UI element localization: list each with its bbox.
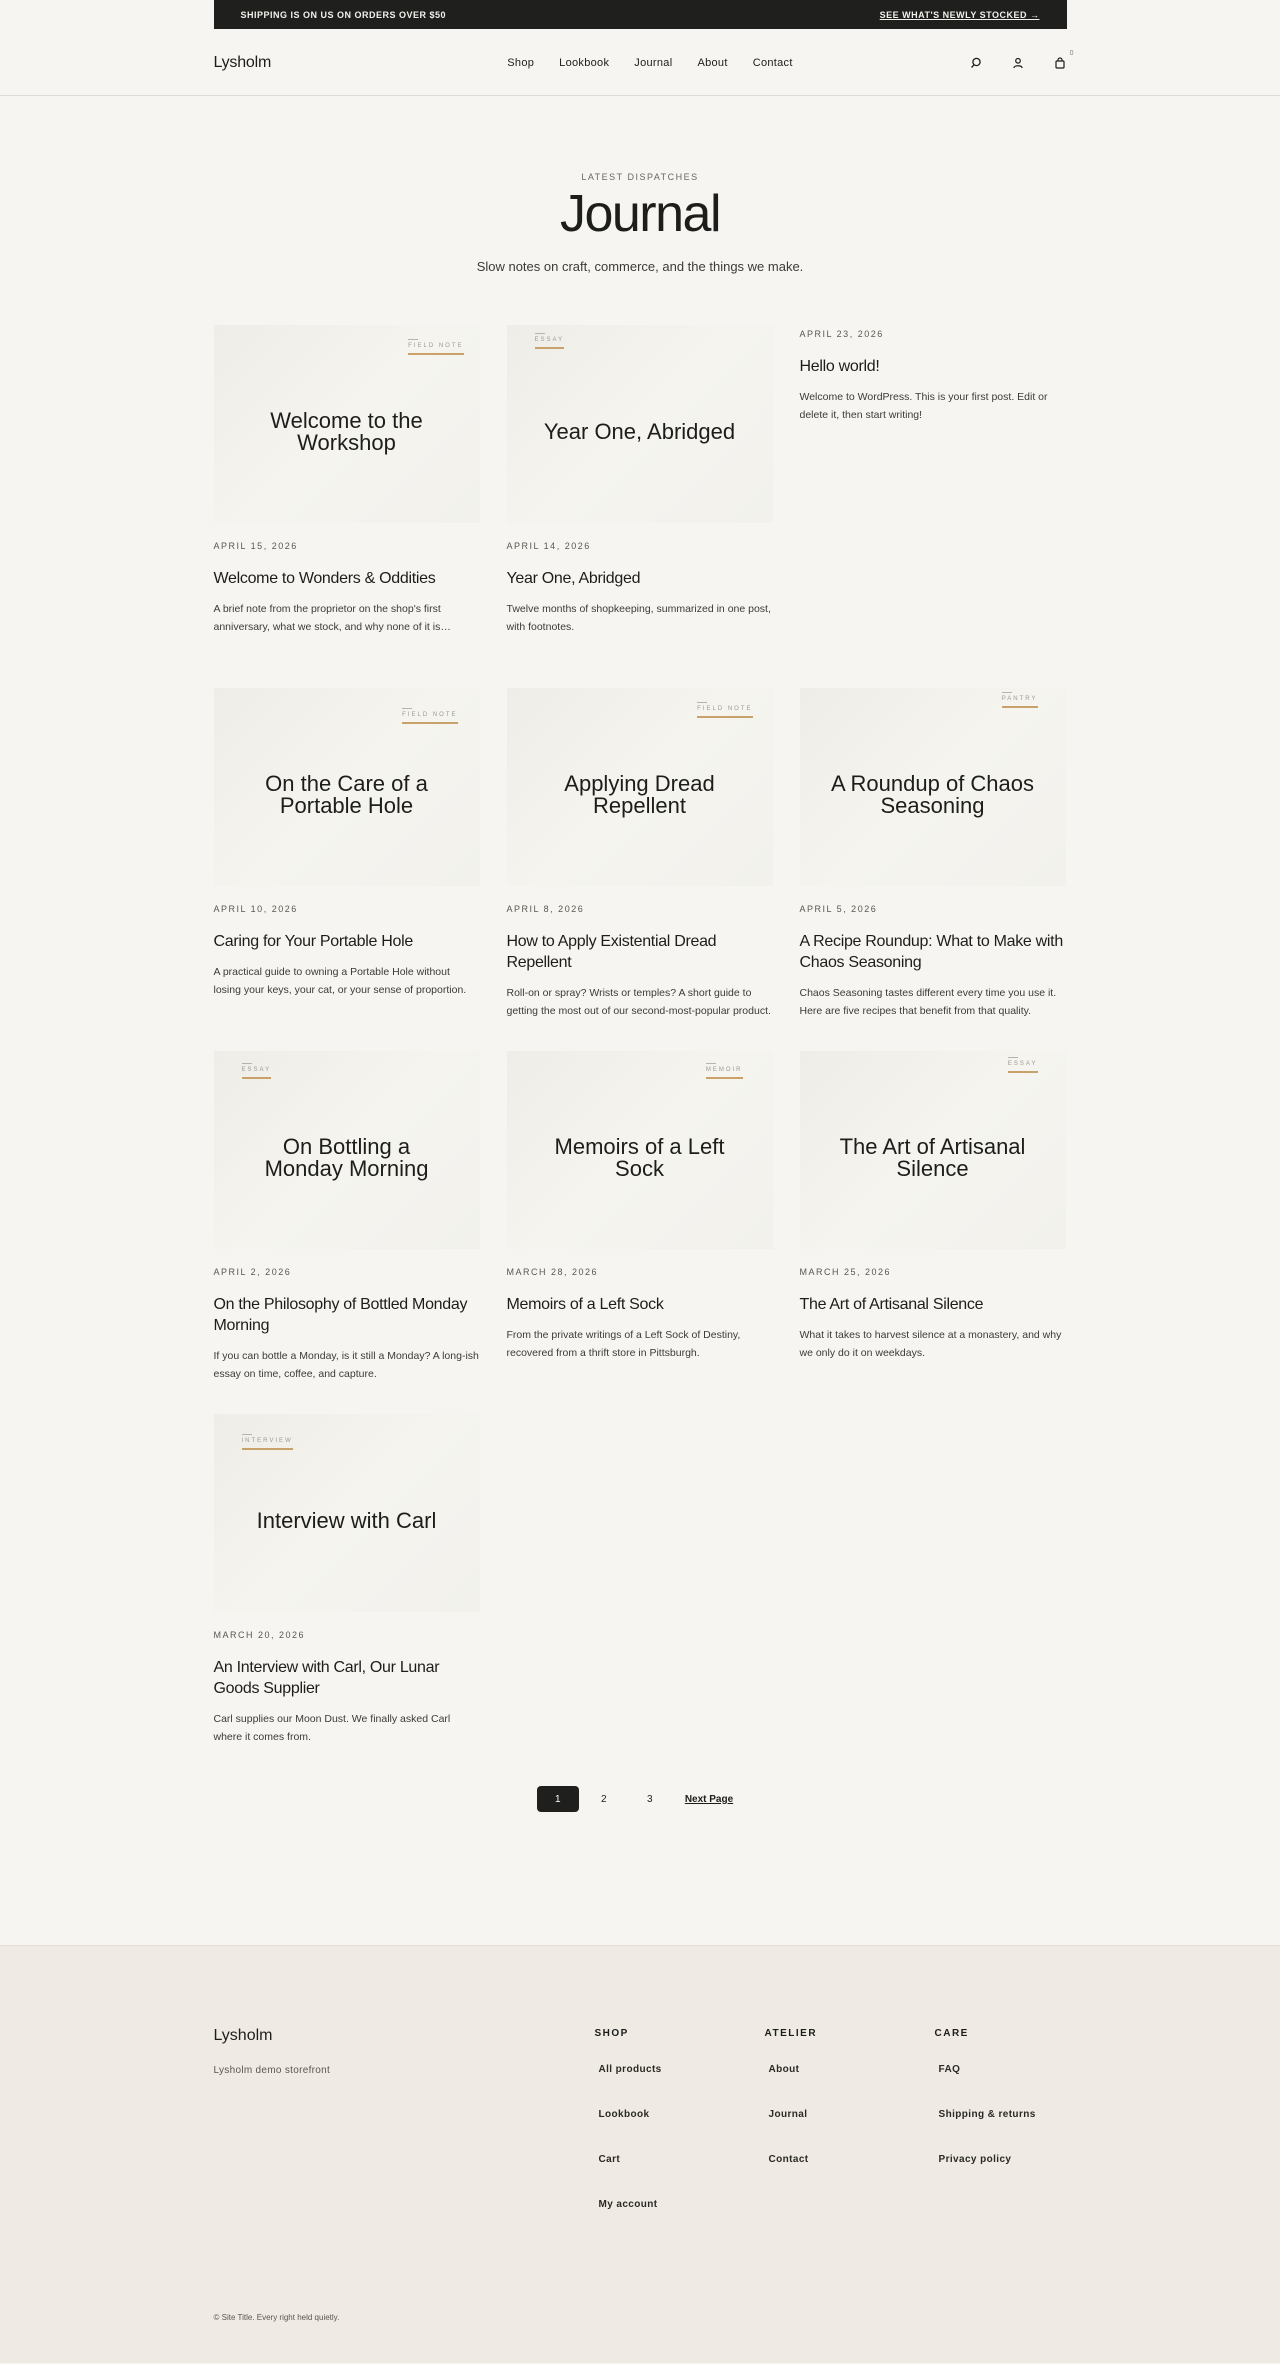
- post-category-tag: ESSAY: [241, 1067, 272, 1073]
- post-thumbnail-title: On Bottling a Monday Morning: [264, 1134, 429, 1181]
- footer-tagline: Lysholm demo storefront: [213, 2065, 331, 2076]
- journal-hero: [0, 96, 1280, 274]
- hero-eyebrow: LATEST DISPATCHES: [581, 172, 699, 182]
- nav-shop[interactable]: Shop: [507, 56, 535, 69]
- next-page-link[interactable]: Next Page: [684, 1793, 734, 1805]
- post-excerpt: A brief note from the proprietor on the shop's first anniversary, what we stock, and why none of it is…: [213, 602, 451, 634]
- post-title-link[interactable]: Year One, Abridged: [506, 570, 641, 587]
- footer-link-about[interactable]: About: [768, 2064, 800, 2075]
- footer-link-faq[interactable]: FAQ: [938, 2064, 961, 2075]
- post-excerpt: Carl supplies our Moon Dust. We finally asked Carl where it comes from.: [213, 1712, 451, 1743]
- footer-heading-care: CARE: [934, 2028, 969, 2039]
- post-thumbnail[interactable]: [507, 688, 773, 886]
- announcement-text: SHIPPING IS ON US ON ORDERS OVER $50: [240, 9, 447, 20]
- post-thumbnail[interactable]: [214, 1414, 480, 1612]
- post-category-tag: ESSAY: [534, 337, 565, 343]
- post-title-link[interactable]: Memoirs of a Left Sock: [506, 1296, 664, 1313]
- post-card[interactable]: [800, 688, 1066, 1051]
- post-card[interactable]: [214, 1414, 480, 1777]
- post-date: APRIL 15, 2026: [213, 541, 298, 551]
- post-category-tag: FIELD NOTE: [408, 343, 464, 349]
- footer-link-lookbook[interactable]: Lookbook: [598, 2109, 650, 2120]
- post-category-tag: PANTRY: [1001, 696, 1038, 702]
- footer-link-all-products[interactable]: All products: [598, 2064, 662, 2075]
- account-icon[interactable]: [1011, 56, 1025, 70]
- footer-heading-atelier: ATELIER: [764, 2028, 818, 2039]
- post-excerpt: Chaos Seasoning tastes different every time you use it. Here are five recipes that benefit from that quality.: [799, 986, 1057, 1017]
- post-card[interactable]: [214, 325, 480, 688]
- site-footer: [0, 1945, 1280, 2363]
- footer-link-shipping-returns[interactable]: Shipping & returns: [938, 2109, 1036, 2120]
- post-title-link[interactable]: A Recipe Roundup: What to Make with Chaos Seasoning: [799, 933, 1063, 971]
- footer-link-cart[interactable]: Cart: [598, 2154, 621, 2165]
- post-thumbnail[interactable]: [214, 688, 480, 886]
- post-grid: [214, 325, 1067, 1777]
- header-tools: [887, 49, 1074, 70]
- post-card[interactable]: [800, 1051, 1066, 1414]
- newly-stocked-link[interactable]: SEE WHAT'S NEWLY STOCKED →: [879, 9, 1040, 20]
- post-thumbnail-title: The Art of Artisanal Silence: [839, 1134, 1026, 1181]
- post-date: APRIL 2, 2026: [213, 1267, 292, 1277]
- post-excerpt: A practical guide to owning a Portable Hole without losing your keys, your cat, or your sense of proportion.: [213, 965, 467, 997]
- post-date: MARCH 25, 2026: [799, 1267, 892, 1277]
- pagination: [0, 1786, 1280, 1812]
- post-card[interactable]: [507, 325, 773, 688]
- post-excerpt: Twelve months of shopkeeping, summarized in one post, with footnotes.: [506, 602, 771, 634]
- post-excerpt: If you can bottle a Monday, is it still a Monday? A long-ish essay on time, coffee, and capture.: [213, 1349, 479, 1380]
- post-title-link[interactable]: Caring for Your Portable Hole: [213, 933, 413, 950]
- footer-link-privacy-policy[interactable]: Privacy policy: [938, 2154, 1012, 2165]
- site-header: [0, 29, 1280, 96]
- post-title-link[interactable]: On the Philosophy of Bottled Monday Morning: [213, 1296, 468, 1334]
- post-category-tag: FIELD NOTE: [697, 706, 753, 712]
- post-title-link[interactable]: Hello world!: [799, 358, 880, 375]
- page-1-button[interactable]: 1: [537, 1786, 579, 1812]
- post-card[interactable]: [800, 325, 1066, 688]
- cart-icon[interactable]: [1053, 49, 1074, 70]
- post-date: APRIL 23, 2026: [799, 329, 884, 339]
- hero-subtitle: Slow notes on craft, commerce, and the things we make.: [476, 259, 804, 274]
- post-excerpt: Welcome to WordPress. This is your first post. Edit or delete it, then start writing!: [799, 390, 1048, 422]
- post-thumbnail[interactable]: [800, 688, 1066, 886]
- post-thumbnail[interactable]: [507, 1051, 773, 1249]
- post-category-tag: INTERVIEW: [241, 1438, 293, 1444]
- announcement-bar: [214, 0, 1067, 29]
- post-thumbnail-title: Applying Dread Repellent: [564, 771, 715, 818]
- post-title-link[interactable]: An Interview with Carl, Our Lunar Goods Supplier: [213, 1659, 440, 1697]
- footer-link-contact[interactable]: Contact: [768, 2154, 809, 2165]
- post-date: APRIL 14, 2026: [506, 541, 591, 551]
- post-thumbnail[interactable]: [214, 325, 480, 523]
- footer-logo[interactable]: Lysholm: [213, 2027, 273, 2044]
- nav-contact[interactable]: Contact: [752, 56, 793, 69]
- page-2-button[interactable]: 2: [601, 1793, 607, 1805]
- post-thumbnail-title: On the Care of a Portable Hole: [265, 771, 428, 818]
- post-date: MARCH 20, 2026: [213, 1630, 306, 1640]
- post-title-link[interactable]: The Art of Artisanal Silence: [799, 1296, 984, 1313]
- post-excerpt: Roll-on or spray? Wrists or temples? A short guide to getting the most out of our second-most-popular product.: [506, 986, 771, 1017]
- post-excerpt: What it takes to harvest silence at a monastery, and why we only do it on weekdays.: [799, 1328, 1062, 1360]
- post-thumbnail[interactable]: [800, 1051, 1066, 1249]
- footer-column-shop: [595, 2028, 755, 2244]
- post-title-link[interactable]: How to Apply Existential Dread Repellent: [506, 933, 717, 971]
- post-thumbnail-title: Interview with Carl: [256, 1508, 437, 1533]
- site-logo[interactable]: Lysholm: [213, 53, 272, 71]
- post-date: APRIL 8, 2026: [506, 904, 585, 914]
- post-thumbnail-title: Welcome to the Workshop: [270, 408, 423, 455]
- footer-column-atelier: [765, 2028, 925, 2199]
- nav-about[interactable]: About: [697, 56, 728, 69]
- post-date: APRIL 10, 2026: [213, 904, 298, 914]
- post-category-tag: MEMOIR: [705, 1067, 743, 1073]
- post-thumbnail[interactable]: [214, 1051, 480, 1249]
- post-date: APRIL 5, 2026: [799, 904, 878, 914]
- post-card[interactable]: [507, 688, 773, 1051]
- post-category-tag: FIELD NOTE: [402, 712, 458, 718]
- search-icon[interactable]: [969, 56, 983, 70]
- footer-heading-shop: SHOP: [594, 2028, 629, 2039]
- page-3-button[interactable]: 3: [647, 1793, 653, 1805]
- main-nav: [414, 57, 887, 69]
- post-thumbnail[interactable]: [507, 325, 773, 523]
- footer-copyright: © Site Title. Every right held quietly.: [213, 2313, 340, 2322]
- footer-link-journal[interactable]: Journal: [768, 2109, 808, 2120]
- post-date: MARCH 28, 2026: [506, 1267, 599, 1277]
- post-thumbnail-title: Year One, Abridged: [543, 419, 736, 444]
- nav-lookbook[interactable]: Lookbook: [559, 56, 610, 69]
- cart-count: 0: [1069, 49, 1074, 57]
- page-title: Journal: [559, 185, 721, 243]
- footer-link-my-account[interactable]: My account: [598, 2199, 658, 2210]
- post-card[interactable]: [214, 1051, 480, 1414]
- post-excerpt: From the private writings of a Left Sock of Destiny, recovered from a thrift store in Pittsburgh.: [506, 1328, 741, 1360]
- post-thumbnail-title: Memoirs of a Left Sock: [554, 1134, 725, 1181]
- post-category-tag: ESSAY: [1007, 1061, 1038, 1067]
- post-title-link[interactable]: Welcome to Wonders & Oddities: [213, 570, 436, 587]
- post-thumbnail-title: A Roundup of Chaos Seasoning: [830, 771, 1035, 818]
- nav-journal[interactable]: Journal: [634, 56, 673, 69]
- post-card[interactable]: [214, 688, 480, 1051]
- post-card[interactable]: [507, 1051, 773, 1414]
- footer-column-care: [935, 2028, 1095, 2199]
